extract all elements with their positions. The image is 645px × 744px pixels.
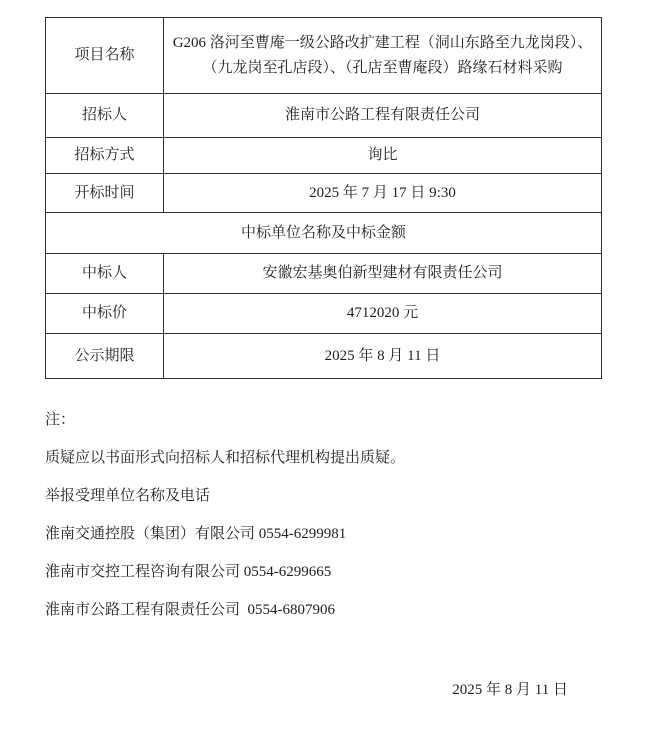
table-row (46, 138, 602, 174)
publish-date: 2025 年 8 月 11 日 (452, 682, 568, 698)
bid-opening-time-value: 2025 年 7 月 17 日 9:30 (164, 174, 602, 213)
tenderer-label: 招标人 (46, 94, 164, 138)
table-row (46, 294, 602, 334)
bid-opening-time-label: 开标时间 (46, 174, 164, 213)
table-row (46, 94, 602, 138)
project-name-value: G206 洛河至曹庵一级公路改扩建工程（洞山东路至九龙岗段）、（九龙岗至孔店段）、（孔店至曹庵段）路缘石材料采购 (164, 18, 602, 94)
publicity-period-label: 公示期限 (46, 334, 164, 379)
tender-method-value: 询比 (164, 138, 602, 174)
tender-method-label: 招标方式 (46, 138, 164, 174)
table-section-header-row (46, 213, 602, 254)
project-name-label: 项目名称 (46, 18, 164, 94)
table-row (46, 334, 602, 379)
winning-price-value: 4712020 元 (164, 294, 602, 334)
bid-result-table (45, 17, 602, 379)
notes-section (45, 409, 605, 637)
notes-title: 注： (45, 412, 76, 428)
publicity-period-value: 2025 年 8 月 11 日 (164, 334, 602, 379)
table-row (46, 254, 602, 294)
winning-section-header: 中标单位名称及中标金额 (46, 213, 602, 254)
table-row (46, 18, 602, 94)
winning-bidder-label: 中标人 (46, 254, 164, 294)
winning-bidder-value: 安徽宏基奥伯新型建材有限责任公司 (164, 254, 602, 294)
winning-price-label: 中标价 (46, 294, 164, 334)
table-row (46, 174, 602, 213)
note-line-company-3: 淮南市公路工程有限责任公司 0554-6807906 (45, 602, 335, 618)
note-line-objection: 质疑应以书面形式向招标人和招标代理机构提出质疑。 (45, 450, 406, 466)
note-line-company-2: 淮南市交控工程咨询有限公司 0554-6299665 (45, 564, 332, 580)
note-line-report-header: 举报受理单位名称及电话 (45, 488, 211, 504)
note-line-company-1: 淮南交通控股（集团）有限公司 0554-6299981 (45, 526, 347, 542)
tenderer-value: 淮南市公路工程有限责任公司 (164, 94, 602, 138)
